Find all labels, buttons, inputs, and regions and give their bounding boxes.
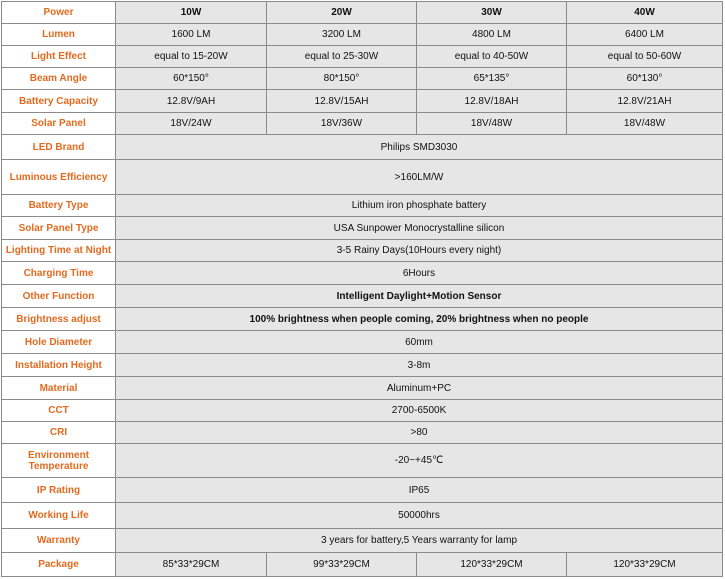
row-label: Other Function [2,285,116,308]
row-label: CCT [2,400,116,422]
table-cell-merged: 50000hrs [116,503,723,529]
table-cell-merged: 3-5 Rainy Days(10Hours every night) [116,240,723,262]
power-40w: 40W [567,2,723,24]
table-cell: 3200 LM [267,24,417,46]
table-cell-merged: >160LM/W [116,160,723,195]
table-cell: 12.8V/9AH [116,90,267,113]
row-label: Battery Type [2,195,116,217]
row-label: Brightness adjust [2,308,116,331]
row-label: CRI [2,422,116,444]
row-label: Luminous Efficiency [2,160,116,195]
power-30w: 30W [417,2,567,24]
table-cell: 1600 LM [116,24,267,46]
table-row [2,377,723,400]
table-row [2,422,723,444]
table-cell-merged: 60mm [116,331,723,354]
table-cell-merged: -20~+45℃ [116,444,723,478]
table-cell: 12.8V/21AH [567,90,723,113]
table-cell: 18V/48W [567,113,723,135]
table-row [2,135,723,160]
table-cell-merged: Philips SMD3030 [116,135,723,160]
row-label: Hole Diameter [2,331,116,354]
table-cell: 65*135° [417,68,567,90]
table-cell: 60*150° [116,68,267,90]
table-cell-merged: IP65 [116,478,723,503]
table-row [2,160,723,195]
row-label: Solar Panel [2,113,116,135]
table-row [2,240,723,262]
table-row [2,503,723,529]
table-cell-merged: 2700-6500K [116,400,723,422]
row-label: Solar Panel Type [2,217,116,240]
row-label: Installation Height [2,354,116,377]
table-row [2,46,723,68]
row-label: Working Life [2,503,116,529]
row-label: Light Effect [2,46,116,68]
row-label: Power [2,2,116,24]
table-cell: 18V/48W [417,113,567,135]
table-row [2,195,723,217]
table-cell: 80*150° [267,68,417,90]
table-cell: 85*33*29CM [116,553,267,577]
row-label: Lighting Time at Night [2,240,116,262]
table-row [2,478,723,503]
row-label: LED Brand [2,135,116,160]
row-label: Lumen [2,24,116,46]
table-cell: 12.8V/15AH [267,90,417,113]
table-cell: 120*33*29CM [417,553,567,577]
table-cell: 18V/36W [267,113,417,135]
table-cell: 60*130° [567,68,723,90]
table-cell-merged: 3-8m [116,354,723,377]
table-cell-merged: Intelligent Daylight+Motion Sensor [116,285,723,308]
table-row-power [2,2,723,24]
table-row [2,113,723,135]
table-row [2,217,723,240]
table-cell: 4800 LM [417,24,567,46]
table-row [2,24,723,46]
table-row [2,331,723,354]
table-cell: 120*33*29CM [567,553,723,577]
table-row [2,354,723,377]
table-row [2,90,723,113]
row-label: Beam Angle [2,68,116,90]
table-cell-merged: Lithium iron phosphate battery [116,195,723,217]
row-label: Material [2,377,116,400]
table-cell-merged: 100% brightness when people coming, 20% brightness when no people [116,308,723,331]
table-row [2,529,723,553]
table-cell-merged: USA Sunpower Monocrystalline silicon [116,217,723,240]
table-row [2,444,723,478]
table-cell-merged: 3 years for battery,5 Years warranty for lamp [116,529,723,553]
table-cell: equal to 50-60W [567,46,723,68]
table-row [2,285,723,308]
table-row [2,553,723,577]
row-label: Battery Capacity [2,90,116,113]
power-10w: 10W [116,2,267,24]
row-label: Warranty [2,529,116,553]
spec-table-body [2,2,723,577]
table-cell: equal to 40-50W [417,46,567,68]
table-row [2,68,723,90]
table-row [2,308,723,331]
row-label: Package [2,553,116,577]
row-label: Charging Time [2,262,116,285]
table-cell: equal to 25-30W [267,46,417,68]
table-cell-merged: Aluminum+PC [116,377,723,400]
table-cell: 12.8V/18AH [417,90,567,113]
table-cell-merged: 6Hours [116,262,723,285]
table-cell: 18V/24W [116,113,267,135]
table-cell: 99*33*29CM [267,553,417,577]
table-row [2,262,723,285]
table-cell: 6400 LM [567,24,723,46]
table-cell: equal to 15-20W [116,46,267,68]
table-row [2,400,723,422]
table-cell-merged: >80 [116,422,723,444]
spec-table [1,1,723,577]
row-label: IP Rating [2,478,116,503]
row-label: Environment Temperature [2,444,116,478]
power-20w: 20W [267,2,417,24]
